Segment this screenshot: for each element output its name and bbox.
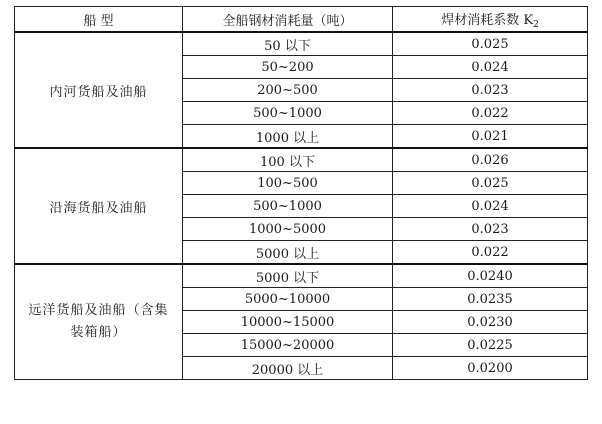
steel-range-cell: 1000~5000: [183, 218, 393, 241]
steel-range-cell: 500~1000: [183, 102, 393, 125]
k2-value-cell: 0.0200: [393, 357, 588, 380]
steel-range-cell: 100~500: [183, 172, 393, 195]
ship-type-cell: 远洋货船及油船（含集装箱船）: [15, 264, 183, 380]
header-coefficient-subscript: 2: [533, 19, 539, 30]
table-row: [15, 264, 588, 288]
table-row: [15, 32, 588, 56]
k2-value-cell: 0.0225: [393, 334, 588, 357]
steel-range-cell: 15000~20000: [183, 334, 393, 357]
header-ship-type: 船 型: [15, 7, 183, 33]
k2-value-cell: 0.0230: [393, 311, 588, 334]
k2-value-cell: 0.023: [393, 218, 588, 241]
steel-range-cell: 5000 以上: [183, 241, 393, 265]
k2-value-cell: 0.024: [393, 56, 588, 79]
k2-value-cell: 0.022: [393, 102, 588, 125]
k2-value-cell: 0.025: [393, 32, 588, 56]
steel-range-cell: 100 以下: [183, 148, 393, 172]
steel-range-cell: 50~200: [183, 56, 393, 79]
welding-consumption-table: [14, 6, 588, 380]
steel-range-cell: 50 以下: [183, 32, 393, 56]
k2-value-cell: 0.021: [393, 125, 588, 149]
k2-value-cell: 0.023: [393, 79, 588, 102]
steel-range-cell: 5000~10000: [183, 288, 393, 311]
header-coefficient: [393, 7, 588, 33]
ship-type-cell: 沿海货船及油船: [15, 148, 183, 264]
table-row: [15, 148, 588, 172]
k2-value-cell: 0.026: [393, 148, 588, 172]
k2-value-cell: 0.024: [393, 195, 588, 218]
k2-value-cell: 0.025: [393, 172, 588, 195]
k2-value-cell: 0.0235: [393, 288, 588, 311]
steel-range-cell: 20000 以上: [183, 357, 393, 380]
ship-type-cell: 内河货船及油船: [15, 32, 183, 148]
steel-range-cell: 500~1000: [183, 195, 393, 218]
steel-range-cell: 10000~15000: [183, 311, 393, 334]
k2-value-cell: 0.022: [393, 241, 588, 265]
k2-value-cell: 0.0240: [393, 264, 588, 288]
table-header-row: [15, 7, 588, 33]
steel-range-cell: 200~500: [183, 79, 393, 102]
steel-range-cell: 5000 以下: [183, 264, 393, 288]
steel-range-cell: 1000 以上: [183, 125, 393, 149]
header-coefficient-label: 焊材消耗系数 K: [441, 12, 534, 28]
header-steel-consumption: 全船钢材消耗量（吨）: [183, 7, 393, 33]
